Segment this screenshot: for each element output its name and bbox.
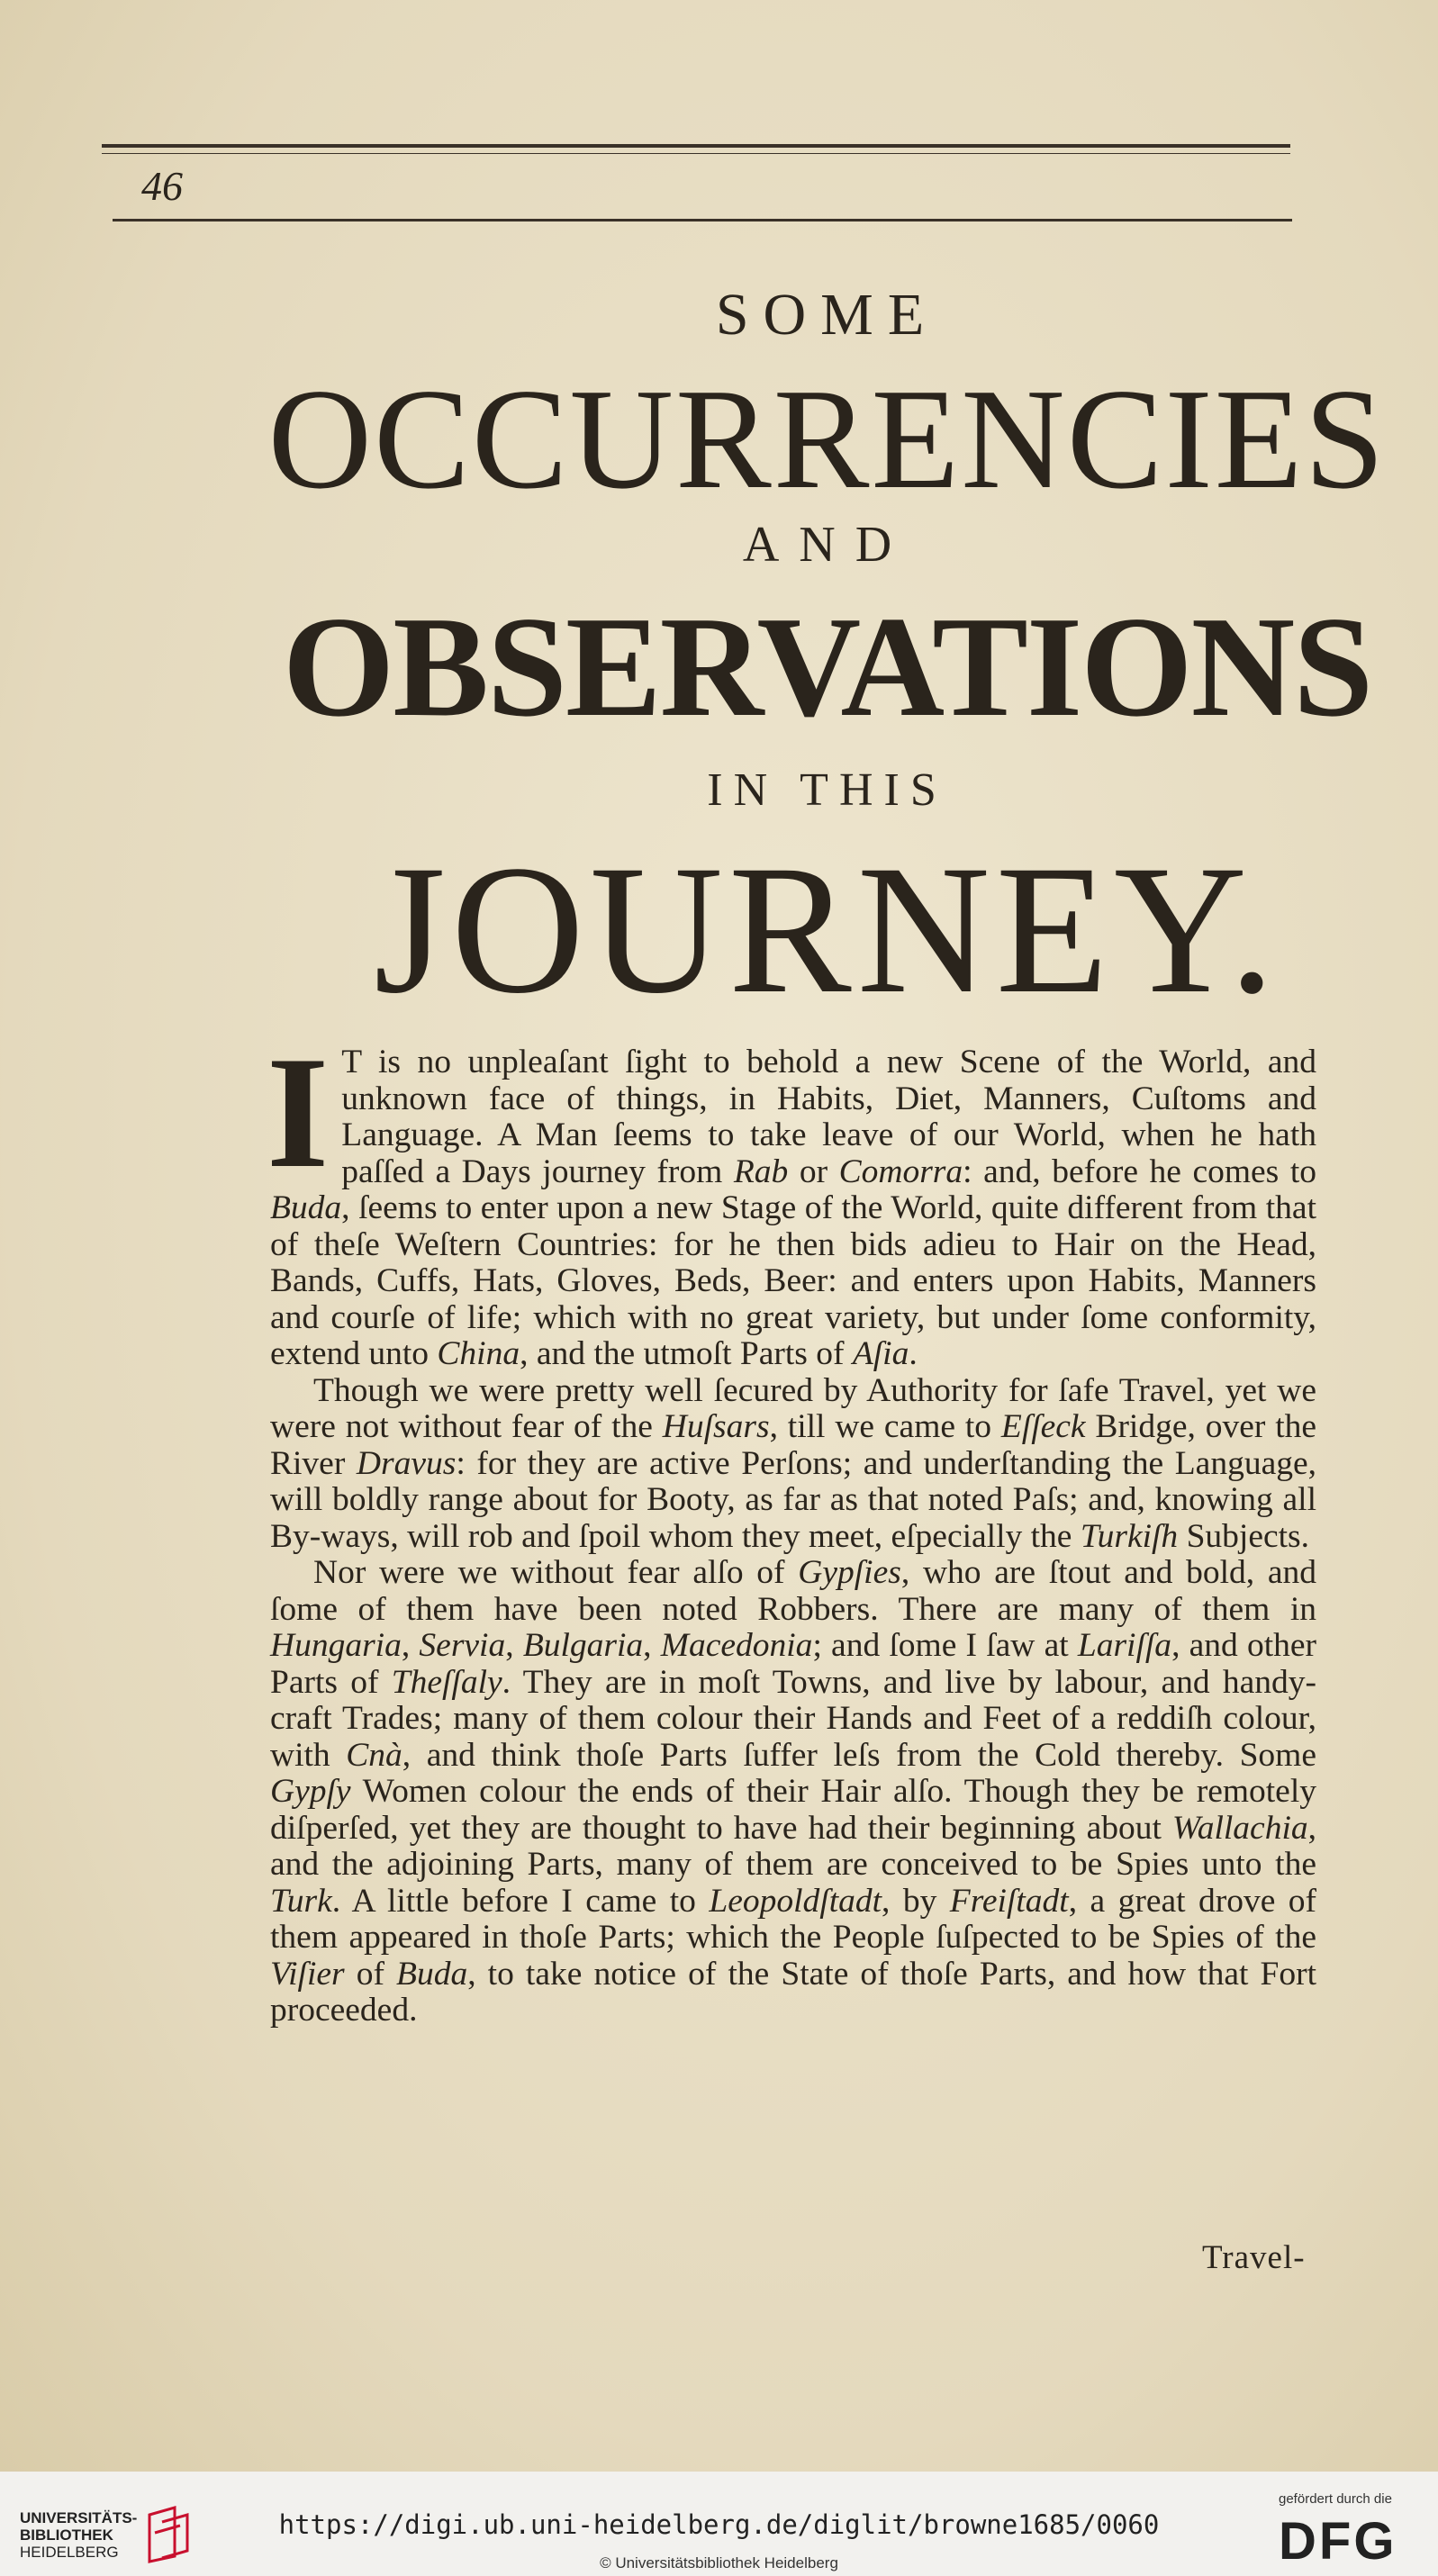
text-run: , and other Parts of <box>270 1627 1317 1701</box>
page-number: 46 <box>141 163 183 209</box>
italic-run: Servia <box>419 1627 506 1664</box>
italic-run: Rab <box>733 1152 789 1190</box>
text-run: . A little before I came to <box>331 1882 710 1920</box>
text-run: Women colour the ends of their Hair alſo. Though they be remotely diſperſed, yet they are thought to have had their beginning about <box>270 1773 1316 1847</box>
italic-run: Macedonia <box>660 1627 813 1664</box>
top-rule-thin <box>102 153 1290 154</box>
italic-run: Leopoldſtadt <box>709 1882 882 1920</box>
italic-run: Theſſaly <box>391 1663 502 1701</box>
text-run: , and the utmoſt Parts of <box>520 1335 853 1372</box>
text-run: , <box>401 1627 420 1664</box>
text-run: . <box>909 1335 918 1372</box>
italic-run: Bulgaria <box>522 1627 644 1664</box>
copyright-text: © Universitätsbibliothek Heidelberg <box>600 2554 838 2571</box>
italic-run: Hungaria <box>270 1627 402 1664</box>
library-line-3: HEIDELBERG <box>20 2544 119 2561</box>
italic-run: Buda <box>396 1955 468 1993</box>
text-run: : for they are active Perſons; and underſtanding the Language, will boldly range about for Booty, as far as that noted Paſs; and, knowing all By-ways, will rob and ſpoil whom they meet, eſpecially the <box>270 1444 1316 1555</box>
italic-run: Buda <box>270 1189 342 1226</box>
text-run: T is no unpleaſant ſight to behold a new Scene of the World, and unknown face of things, in Habits, Diet, Manners, Cuſtoms and Language. A Man ſeems to take leave of our World, when he hath paſſed a Days journey from <box>341 1044 1316 1190</box>
text-run: Though we were pretty well ſecured by Authority for ſafe Travel, yet we were not without fear of the <box>270 1371 1316 1445</box>
paragraph-1 <box>267 1023 1316 1373</box>
text-run: . They are in moſt Towns, and live by labour, and handy-craft Trades; many of them colour their Hands and Feet of a reddiſh colour, with <box>270 1663 1316 1774</box>
italic-run: Cnà <box>346 1736 402 1774</box>
text-run: or <box>788 1152 839 1190</box>
italic-run: Turk <box>270 1882 332 1920</box>
italic-run: Eſſeck <box>1000 1408 1086 1445</box>
title-occurrencies: OCCURRENCIES <box>267 358 1387 519</box>
top-rule <box>102 144 1290 148</box>
drop-cap: I <box>267 1023 330 1201</box>
paragraph-3 <box>270 1555 1316 2029</box>
text-run: ; and ſome I ſaw at <box>812 1627 1078 1664</box>
paragraph-2 <box>270 1373 1316 1556</box>
text-run: , who are ſtout and bold, and ſome of them have been noted Robbers. There are many of them in <box>270 1554 1316 1628</box>
italic-run: Turkiſh <box>1080 1517 1179 1555</box>
text-run: , till we came to <box>769 1408 1001 1445</box>
italic-run: Lariſſa <box>1077 1627 1172 1664</box>
title-journey: JOURNEY. <box>374 827 1280 1032</box>
italic-run: Dravus <box>356 1444 457 1482</box>
funding-note: gefördert durch die <box>1279 2491 1392 2507</box>
italic-run: Viſier <box>270 1955 345 1993</box>
text-run: Subjects. <box>1178 1517 1310 1555</box>
text-run: , <box>505 1627 523 1664</box>
dfg-logo: DFG <box>1279 2512 1397 2571</box>
italic-run: Comorra <box>838 1152 963 1190</box>
text-run: : and, before he comes to <box>963 1152 1316 1190</box>
library-line-2: BIBLIOTHEK <box>20 2526 113 2544</box>
italic-run: Aſia <box>852 1335 909 1372</box>
title-in-this: IN THIS <box>707 764 947 816</box>
text-run: of <box>344 1955 397 1993</box>
italic-run: Freiſtadt <box>949 1882 1069 1920</box>
italic-run: China <box>437 1335 520 1372</box>
text-run: Bridge, over the River <box>270 1408 1317 1482</box>
source-url-link[interactable]: https://digi.ub.uni-heidelberg.de/diglit/browne1685/0060 <box>278 2509 1160 2540</box>
header-rule <box>113 219 1292 221</box>
title-and: AND <box>742 517 912 573</box>
italic-run: Gypſies <box>798 1554 901 1591</box>
library-line-1: UNIVERSITÄTS- <box>20 2509 138 2526</box>
body-text <box>267 1023 1317 2029</box>
italic-run: Gypſy <box>270 1773 351 1810</box>
text-run: , <box>643 1627 661 1664</box>
text-run: , a great drove of them appeared in thoſe Parts; which the People ſuſpected to be Spies of the <box>270 1882 1317 1956</box>
text-run: , to take notice of the State of thoſe Parts, and how that Fort proceeded. <box>270 1955 1316 2029</box>
italic-run: Huſsars <box>662 1408 770 1445</box>
footer-bar <box>0 2472 1438 2576</box>
text-run: , and the adjoining Parts, many of them are conceived to be Spies unto the <box>270 1809 1316 1883</box>
text-run: Nor were we without fear alſo of <box>313 1554 799 1591</box>
catchword: Travel- <box>1202 2239 1306 2276</box>
text-run: , ſeems to enter upon a new Stage of the World, quite different from that of theſe Weſtern Countries: for he then bids adieu to Hair on the Head, Bands, Cuffs, Hats, Gloves, Beds, Beer: and enters upon Habits, Manners and courſe of life; which with no great variety, but under ſome conformity, extend unto <box>270 1189 1316 1372</box>
text-run: , and think thoſe Parts ſuffer leſs from the Cold thereby. Some <box>402 1736 1316 1774</box>
title-observations: OBSERVATIONS <box>282 586 1372 746</box>
text-run: , by <box>882 1882 950 1920</box>
italic-run: Wallachia <box>1171 1809 1308 1847</box>
title-some: SOME <box>715 282 939 348</box>
